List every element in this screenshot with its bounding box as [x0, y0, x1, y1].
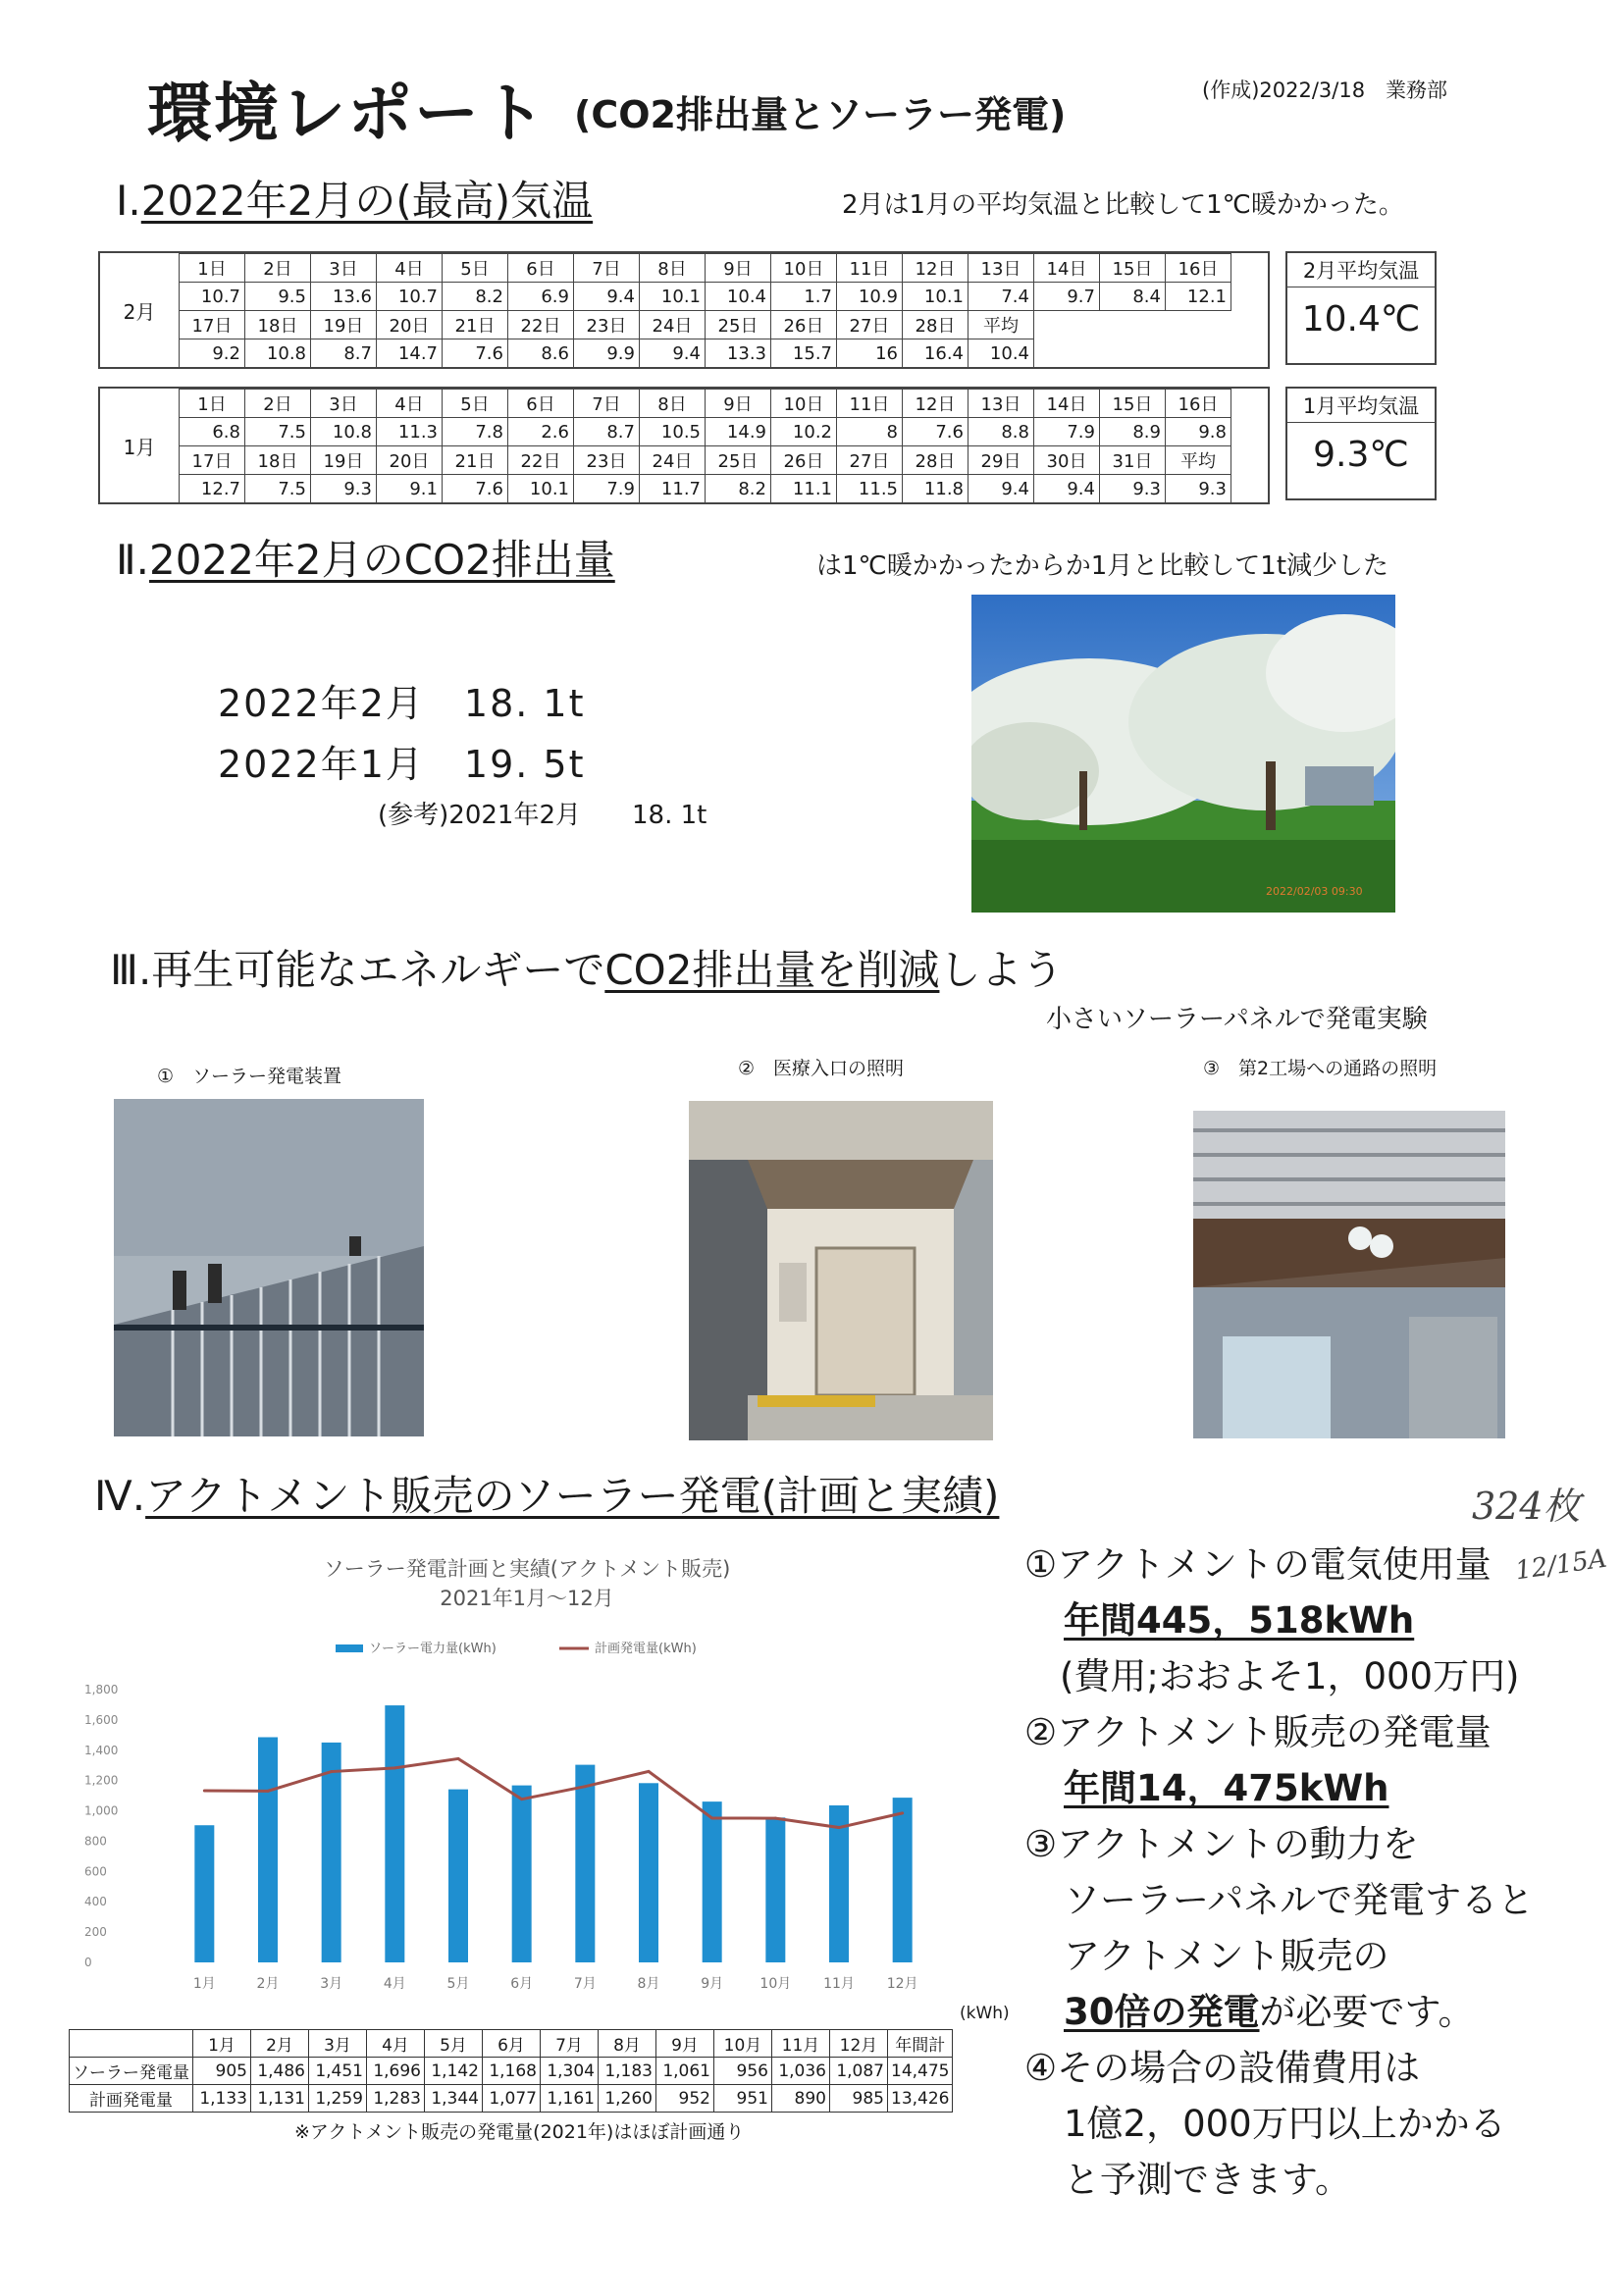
feb-temp-cell: 7.4 — [969, 283, 1034, 311]
feb-temp-cell: 10.1 — [903, 283, 969, 311]
table-header-cell: 1月 — [193, 2030, 251, 2058]
co2-row-feb: 2022年2月 18. 1t — [218, 682, 586, 725]
solar-value-cell: 1,486 — [251, 2058, 309, 2085]
feb-day-cell: 19日 — [311, 311, 377, 339]
jan-day-cell: 26日 — [771, 446, 837, 475]
feb-day-cell: 27日 — [837, 311, 903, 339]
co2-row-jan: 2022年1月 19. 5t — [218, 743, 586, 786]
feb-temp-cell: 10.9 — [837, 283, 903, 311]
jan-temp-cell: 7.5 — [245, 475, 311, 503]
bar-solar — [194, 1825, 214, 1962]
jan-day-cell: 5日 — [443, 390, 508, 418]
feb-avg-label: 2月平均気温 — [1287, 253, 1435, 287]
feb-day-cell: 3日 — [311, 254, 377, 283]
jan-temp-cell: 9.1 — [377, 475, 443, 503]
solar-value-cell: 1,061 — [656, 2058, 714, 2085]
section3-note: 小さいソーラーパネルで発電実験 — [1046, 1005, 1428, 1034]
bar-solar — [575, 1765, 595, 1962]
legend-swatch-bar — [336, 1644, 363, 1652]
jan-temp-cell: 2.6 — [508, 418, 574, 446]
bar-solar — [893, 1798, 913, 1962]
medical-entrance-photo — [689, 1101, 993, 1440]
feb-day-cell: 9日 — [706, 254, 771, 283]
jan-temp-cell: 8 — [837, 418, 903, 446]
feb-day-cell: 20日 — [377, 311, 443, 339]
section2-note: は1℃暖かかったからか1月と比較して1t減少した — [816, 551, 1389, 581]
feb-day-cell: 1日 — [180, 254, 245, 283]
jan-day-cell: 18日 — [245, 446, 311, 475]
feb-day-cell: 21日 — [443, 311, 508, 339]
jan-temp-cell: 11.8 — [903, 475, 969, 503]
plan-point — [330, 1770, 333, 1773]
jan-temp-cell: 9.3 — [1100, 475, 1166, 503]
table-header-cell: 5月 — [425, 2030, 483, 2058]
bar-solar — [385, 1705, 404, 1962]
plan-value-cell: 1,077 — [483, 2085, 541, 2113]
solar-value-cell: 1,183 — [599, 2058, 656, 2085]
plan-point — [648, 1770, 651, 1773]
jan-day-cell: 15日 — [1100, 390, 1166, 418]
bar-solar — [703, 1801, 722, 1962]
jan-day-cell: 23日 — [574, 446, 640, 475]
jan-temp-cell: 7.6 — [903, 418, 969, 446]
solar-value-cell: 956 — [714, 2058, 772, 2085]
caption-solar-device: ① ソーラー発電装置 — [157, 1066, 342, 1087]
table-header-cell: 8月 — [599, 2030, 656, 2058]
table-unit: (kWh) — [960, 2004, 1010, 2023]
solar-value-cell: 1,087 — [830, 2058, 888, 2085]
feb-temp-cell: 9.4 — [574, 283, 640, 311]
feb-day-cell: 6日 — [508, 254, 574, 283]
jan-temp-cell: 11.7 — [640, 475, 706, 503]
x-tick-label: 8月 — [637, 1976, 660, 1992]
feb-temp-cell: 7.6 — [443, 339, 508, 368]
x-tick-label: 6月 — [510, 1976, 534, 1992]
feb-day-cell: 26日 — [771, 311, 837, 339]
jan-day-cell: 1日 — [180, 390, 245, 418]
feb-day-cell: 11日 — [837, 254, 903, 283]
page-subtitle: (CO2排出量とソーラー発電) — [574, 93, 1067, 136]
plan-point — [457, 1757, 460, 1760]
feb-temp-cell: 8.4 — [1100, 283, 1166, 311]
feb-temp-cell: 10.7 — [377, 283, 443, 311]
feb-temp-table-box — [98, 251, 1270, 369]
jan-avg-box — [1285, 387, 1437, 500]
solar-value-cell: 1,168 — [483, 2058, 541, 2085]
jan-temp-cell: 7.9 — [574, 475, 640, 503]
jan-temp-cell: 11.3 — [377, 418, 443, 446]
feb-temp-table — [179, 253, 1231, 368]
feb-day-cell: 12日 — [903, 254, 969, 283]
feb-day-cell: 15日 — [1100, 254, 1166, 283]
point1-cost: (費用;おおよそ1，000万円) — [1060, 1655, 1520, 1697]
feb-temp-cell: 16 — [837, 339, 903, 368]
x-tick-label: 1月 — [192, 1976, 216, 1992]
feb-temp-cell: 15.7 — [771, 339, 837, 368]
feb-day-cell: 7日 — [574, 254, 640, 283]
plan-point — [584, 1785, 587, 1788]
y-tick-label: 0 — [84, 1956, 92, 1969]
jan-day-cell: 17日 — [180, 446, 245, 475]
jan-day-cell: 21日 — [443, 446, 508, 475]
plum-blossom-photo — [971, 595, 1395, 913]
feb-temp-cell: 9.2 — [180, 339, 245, 368]
feb-temp-cell: 10.8 — [245, 339, 311, 368]
section3-heading: Ⅲ.再生可能なエネルギーでCO2排出量を削減しよう — [110, 946, 1064, 994]
solar-value-cell: 14,475 — [888, 2058, 953, 2085]
jan-temp-cell: 7.9 — [1034, 418, 1100, 446]
feb-temp-cell: 9.4 — [640, 339, 706, 368]
table-header-cell: 年間計 — [888, 2030, 953, 2058]
feb-day-cell: 平均 — [969, 311, 1034, 339]
table-header-cell: 2月 — [251, 2030, 309, 2058]
feb-day-cell: 18日 — [245, 311, 311, 339]
plan-point — [393, 1766, 396, 1769]
solar-device-photo — [114, 1099, 424, 1436]
jan-temp-cell: 7.8 — [443, 418, 508, 446]
chart-plan-line — [203, 1757, 904, 1829]
section1-note: 2月は1月の平均気温と比較して1℃暖かかった。 — [842, 190, 1404, 220]
point4b: 1億2，000万円以上かかる — [1064, 2103, 1506, 2145]
jan-day-cell: 28日 — [903, 446, 969, 475]
feb-temp-cell: 14.7 — [377, 339, 443, 368]
jan-day-cell: 12日 — [903, 390, 969, 418]
feb-day-cell: 16日 — [1166, 254, 1231, 283]
jan-temp-cell: 7.5 — [245, 418, 311, 446]
caption-factory2-passage: ③ 第2工場への通路の照明 — [1203, 1058, 1438, 1079]
plan-value-cell: 1,344 — [425, 2085, 483, 2113]
feb-day-cell: 5日 — [443, 254, 508, 283]
jan-day-cell: 8日 — [640, 390, 706, 418]
feb-temp-cell: 10.4 — [969, 339, 1034, 368]
jan-temp-cell: 8.2 — [706, 475, 771, 503]
jan-day-cell: 2日 — [245, 390, 311, 418]
feb-day-cell: 2日 — [245, 254, 311, 283]
point1: ①アクトメントの電気使用量 — [1024, 1543, 1492, 1586]
created-meta: (作成)2022/3/18 業務部 — [1202, 78, 1448, 102]
plan-value-cell: 1,131 — [251, 2085, 309, 2113]
y-tick-label: 400 — [84, 1895, 107, 1909]
feb-temp-cell: 10.4 — [706, 283, 771, 311]
plan-point — [203, 1790, 206, 1793]
plan-point — [901, 1811, 904, 1814]
jan-temp-cell: 9.8 — [1166, 418, 1231, 446]
jan-temp-cell: 11.5 — [837, 475, 903, 503]
feb-day-cell: 10日 — [771, 254, 837, 283]
jan-temp-cell: 10.1 — [508, 475, 574, 503]
feb-day-cell: 8日 — [640, 254, 706, 283]
x-tick-label: 10月 — [759, 1976, 792, 1992]
feb-avg-box — [1285, 251, 1437, 365]
feb-temp-cell: 8.7 — [311, 339, 377, 368]
solar-table — [69, 2029, 953, 2113]
feb-temp-cell: 8.2 — [443, 283, 508, 311]
feb-label: 2月 — [100, 253, 180, 367]
feb-day-cell: 17日 — [180, 311, 245, 339]
plan-value-cell: 1,161 — [541, 2085, 599, 2113]
x-tick-label: 2月 — [256, 1976, 280, 1992]
row-plan-label: 計画発電量 — [70, 2085, 193, 2113]
plan-line — [204, 1758, 902, 1827]
plan-value-cell: 1,283 — [367, 2085, 425, 2113]
jan-label: 1月 — [100, 389, 180, 502]
jan-day-cell: 14日 — [1034, 390, 1100, 418]
jan-day-cell: 22日 — [508, 446, 574, 475]
x-tick-label: 3月 — [320, 1976, 343, 1992]
feb-day-cell: 25日 — [706, 311, 771, 339]
chart-subtitle: 2021年1月～12月 — [440, 1587, 614, 1610]
solar-value-cell: 1,304 — [541, 2058, 599, 2085]
feb-temp-cell: 1.7 — [771, 283, 837, 311]
page-title: 環境レポート — [147, 76, 548, 151]
table-header-cell: 4月 — [367, 2030, 425, 2058]
chart-legend — [336, 1641, 697, 1656]
feb-day-cell: 24日 — [640, 311, 706, 339]
y-tick-label: 1,200 — [84, 1773, 119, 1788]
caption-medical-entrance: ② 医療入口の照明 — [738, 1058, 905, 1079]
jan-temp-cell: 7.6 — [443, 475, 508, 503]
jan-avg-value: 9.3℃ — [1313, 435, 1409, 475]
jan-day-cell: 6日 — [508, 390, 574, 418]
x-tick-label: 7月 — [573, 1976, 597, 1992]
feb-temp-cell: 13.3 — [706, 339, 771, 368]
point3b: ソーラーパネルで発電すると — [1064, 1879, 1535, 1921]
plan-value-cell: 951 — [714, 2085, 772, 2113]
bar-solar — [765, 1817, 785, 1962]
y-tick-label: 800 — [84, 1834, 107, 1849]
feb-temp-cell: 9.5 — [245, 283, 311, 311]
table-header-cell: 10月 — [714, 2030, 772, 2058]
jan-temp-cell: 10.5 — [640, 418, 706, 446]
jan-temp-table — [179, 389, 1231, 503]
x-tick-label: 9月 — [701, 1976, 724, 1992]
chart-bars — [194, 1705, 912, 1962]
table-header-cell: 6月 — [483, 2030, 541, 2058]
jan-temp-cell: 14.9 — [706, 418, 771, 446]
plan-point — [710, 1816, 713, 1819]
table-header-cell: 3月 — [309, 2030, 367, 2058]
bar-solar — [322, 1743, 341, 1962]
jan-temp-cell: 9.4 — [969, 475, 1034, 503]
bar-solar — [258, 1737, 278, 1962]
photo-timestamp: 2022/02/03 09:30 — [1266, 885, 1363, 898]
point3c: アクトメント販売の — [1064, 1935, 1389, 1977]
jan-temp-cell: 10.8 — [311, 418, 377, 446]
jan-avg-label: 1月平均気温 — [1287, 389, 1435, 423]
table-footnote: ※アクトメント販売の発電量(2021年)はほぼ計画通り — [294, 2121, 745, 2143]
jan-day-cell: 27日 — [837, 446, 903, 475]
factory2-passage-photo — [1193, 1111, 1505, 1438]
table-header-cell: 12月 — [830, 2030, 888, 2058]
jan-day-cell: 11日 — [837, 390, 903, 418]
jan-day-cell: 10日 — [771, 390, 837, 418]
point3d: 30倍の発電が必要です。 — [1064, 1991, 1475, 2033]
feb-day-cell: 22日 — [508, 311, 574, 339]
jan-day-cell: 24日 — [640, 446, 706, 475]
plan-value-cell: 985 — [830, 2085, 888, 2113]
jan-temp-cell: 12.7 — [180, 475, 245, 503]
point4a: ④その場合の設備費用は — [1024, 2047, 1421, 2089]
y-tick-label: 1,800 — [84, 1683, 119, 1696]
row-solar-label: ソーラー発電量 — [70, 2058, 193, 2085]
plan-value-cell: 1,133 — [193, 2085, 251, 2113]
plan-point — [774, 1817, 777, 1820]
jan-day-cell: 3日 — [311, 390, 377, 418]
jan-temp-cell: 9.4 — [1034, 475, 1100, 503]
jan-day-cell: 平均 — [1166, 446, 1231, 475]
handwritten-panel-count: 324枚 — [1472, 1485, 1581, 1528]
plan-point — [838, 1826, 841, 1829]
y-tick-label: 1,600 — [84, 1712, 119, 1727]
solar-value-cell: 1,142 — [425, 2058, 483, 2085]
jan-day-cell: 19日 — [311, 446, 377, 475]
jan-temp-cell: 8.7 — [574, 418, 640, 446]
jan-day-cell: 9日 — [706, 390, 771, 418]
jan-temp-cell: 11.1 — [771, 475, 837, 503]
feb-avg-value: 10.4℃ — [1301, 299, 1421, 339]
jan-day-cell: 25日 — [706, 446, 771, 475]
jan-day-cell: 29日 — [969, 446, 1034, 475]
jan-day-cell: 20日 — [377, 446, 443, 475]
feb-temp-cell: 9.7 — [1034, 283, 1100, 311]
plan-value-cell: 1,260 — [599, 2085, 656, 2113]
point3a: ③アクトメントの動力を — [1024, 1823, 1419, 1865]
jan-day-cell: 30日 — [1034, 446, 1100, 475]
bar-solar — [448, 1790, 468, 1962]
solar-value-cell: 1,696 — [367, 2058, 425, 2085]
jan-day-cell: 16日 — [1166, 390, 1231, 418]
chart-y-ticks — [84, 1683, 118, 1969]
plan-value-cell: 13,426 — [888, 2085, 953, 2113]
section2-heading: Ⅱ.2022年2月のCO2排出量 — [116, 536, 615, 584]
point4c: と予測できます。 — [1064, 2159, 1352, 2201]
solar-value-cell: 1,451 — [309, 2058, 367, 2085]
summary-points — [1024, 1537, 1594, 2208]
table-header-cell: 7月 — [541, 2030, 599, 2058]
feb-day-cell: 14日 — [1034, 254, 1100, 283]
x-tick-label: 5月 — [446, 1976, 470, 1992]
feb-temp-cell: 8.6 — [508, 339, 574, 368]
feb-temp-cell: 6.9 — [508, 283, 574, 311]
x-tick-label: 11月 — [823, 1976, 855, 1992]
x-tick-label: 4月 — [383, 1976, 406, 1992]
plan-value-cell: 890 — [772, 2085, 830, 2113]
jan-temp-cell: 8.8 — [969, 418, 1034, 446]
table-header-cell: 11月 — [772, 2030, 830, 2058]
jan-temp-cell: 9.3 — [311, 475, 377, 503]
legend-label-bar: ソーラー電力量(kWh) — [369, 1642, 497, 1656]
solar-value-cell: 905 — [193, 2058, 251, 2085]
x-tick-label: 12月 — [886, 1976, 918, 1992]
handwritten-note: 12/15A — [1513, 1543, 1609, 1587]
bar-solar — [512, 1786, 532, 1962]
jan-day-cell: 4日 — [377, 390, 443, 418]
feb-temp-cell: 10.7 — [180, 283, 245, 311]
feb-day-cell: 13日 — [969, 254, 1034, 283]
chart-x-ticks — [193, 1976, 918, 1992]
point1-value: 年間445，518kWh — [1064, 1599, 1415, 1642]
jan-day-cell: 13日 — [969, 390, 1034, 418]
feb-day-cell: 23日 — [574, 311, 640, 339]
y-tick-label: 600 — [84, 1864, 107, 1879]
jan-temp-cell: 9.3 — [1166, 475, 1231, 503]
plan-point — [520, 1798, 523, 1800]
feb-temp-cell: 12.1 — [1166, 283, 1231, 311]
plan-value-cell: 952 — [656, 2085, 714, 2113]
table-header-cell: 9月 — [656, 2030, 714, 2058]
bar-solar — [639, 1783, 658, 1962]
y-tick-label: 200 — [84, 1925, 107, 1940]
jan-temp-table-box — [98, 387, 1270, 504]
section4-heading: Ⅳ.アクトメント販売のソーラー発電(計画と実績) — [94, 1472, 1000, 1520]
feb-temp-cell: 10.1 — [640, 283, 706, 311]
chart-title: ソーラー発電計画と実績(アクトメント販売) — [323, 1557, 731, 1581]
section1-heading: Ⅰ.2022年2月の(最高)気温 — [116, 177, 594, 225]
jan-temp-cell: 10.2 — [771, 418, 837, 446]
solar-value-cell: 1,036 — [772, 2058, 830, 2085]
jan-temp-cell: 8.9 — [1100, 418, 1166, 446]
jan-day-cell: 7日 — [574, 390, 640, 418]
y-tick-label: 1,000 — [84, 1803, 119, 1818]
plan-point — [267, 1790, 270, 1793]
feb-day-cell: 28日 — [903, 311, 969, 339]
feb-day-cell: 4日 — [377, 254, 443, 283]
feb-temp-cell: 9.9 — [574, 339, 640, 368]
feb-temp-cell: 13.6 — [311, 283, 377, 311]
plan-value-cell: 1,259 — [309, 2085, 367, 2113]
y-tick-label: 1,400 — [84, 1743, 119, 1757]
co2-reference: (参考)2021年2月 18. 1t — [378, 801, 707, 830]
jan-temp-cell: 6.8 — [180, 418, 245, 446]
solar-chart — [71, 1550, 954, 2002]
jan-day-cell: 31日 — [1100, 446, 1166, 475]
point2-value: 年間14，475kWh — [1064, 1767, 1389, 1809]
legend-label-line: 計画発電量(kWh) — [595, 1642, 697, 1656]
point2: ②アクトメント販売の発電量 — [1024, 1711, 1492, 1753]
feb-temp-cell: 16.4 — [903, 339, 969, 368]
